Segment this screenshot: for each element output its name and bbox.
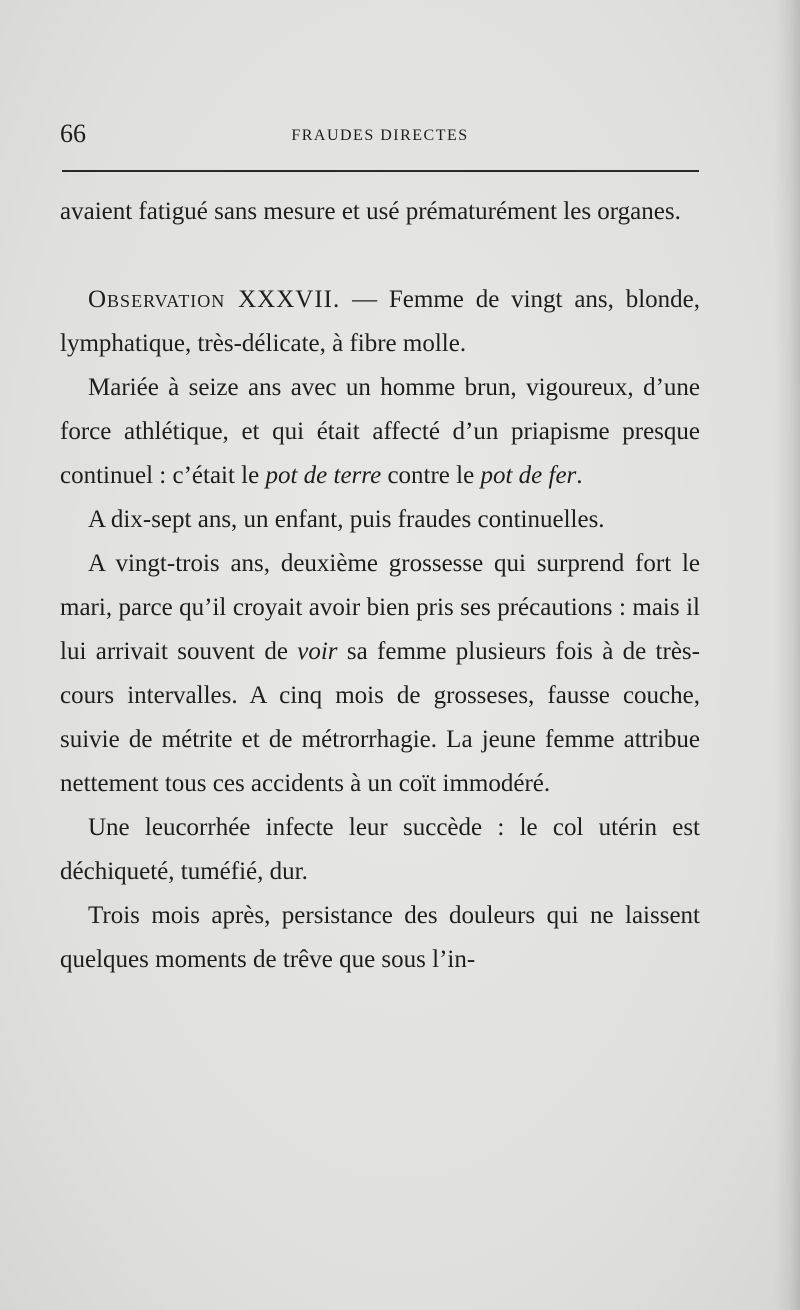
paragraph-text: sa femme plusieurs fois à de très-cours intervalles. A cinq mois de grosseses, fausse couche, suivie de métrite et de métrorrhagie. La jeune femme attribue nettement tous ces accidents à un coït immodéré. bbox=[60, 638, 700, 797]
paragraph-text: contre le bbox=[381, 462, 481, 489]
observation-title: Observation XXXVII. bbox=[88, 286, 341, 313]
paragraph-text: Trois mois après, persistance des douleurs qui ne laissent quelques moments de trêve que sous l’in- bbox=[60, 902, 700, 973]
paragraph-text: Mariée à seize ans avec un homme brun, vigoureux, d’une force athlétique, et qui était affecté d’un priapisme presque continuel : c’était le bbox=[60, 374, 700, 489]
paragraph-text: . bbox=[576, 462, 583, 489]
italic-phrase: pot de fer bbox=[480, 462, 577, 489]
paragraph-text: Une leucorrhée infecte leur succède : le col utérin est déchiqueté, tuméfié, dur. bbox=[60, 814, 700, 885]
paragraph-text: A dix-sept ans, un enfant, puis fraudes continuelles. bbox=[88, 506, 605, 533]
section-break bbox=[60, 234, 700, 278]
italic-word: voir bbox=[297, 638, 338, 665]
paragraph-text: avaient fatigué sans mesure et usé prématurément les organes. bbox=[60, 198, 681, 225]
italic-phrase: pot de terre bbox=[265, 462, 382, 489]
paragraph bbox=[60, 542, 700, 806]
page-number: 66 bbox=[60, 119, 86, 148]
body-text bbox=[60, 190, 700, 982]
paragraph bbox=[60, 806, 700, 894]
paragraph-continuation bbox=[60, 190, 700, 234]
header-rule bbox=[62, 170, 699, 172]
paragraph bbox=[60, 366, 700, 498]
paragraph-observation-heading bbox=[60, 278, 700, 366]
paragraph-text: A vingt-trois ans, deuxième grossesse qui surprend fort le mari, parce qu’il croyait avoir bien pris ses précautions : mais il lui arrivait souvent de bbox=[60, 550, 700, 665]
paragraph bbox=[60, 894, 700, 982]
paragraph-text: — Femme de vingt ans, blonde, lymphatique, très-délicate, à fibre molle. bbox=[60, 286, 701, 357]
page-header bbox=[60, 118, 700, 150]
paragraph bbox=[60, 498, 700, 542]
running-title: FRAUDES DIRECTES bbox=[291, 127, 469, 144]
